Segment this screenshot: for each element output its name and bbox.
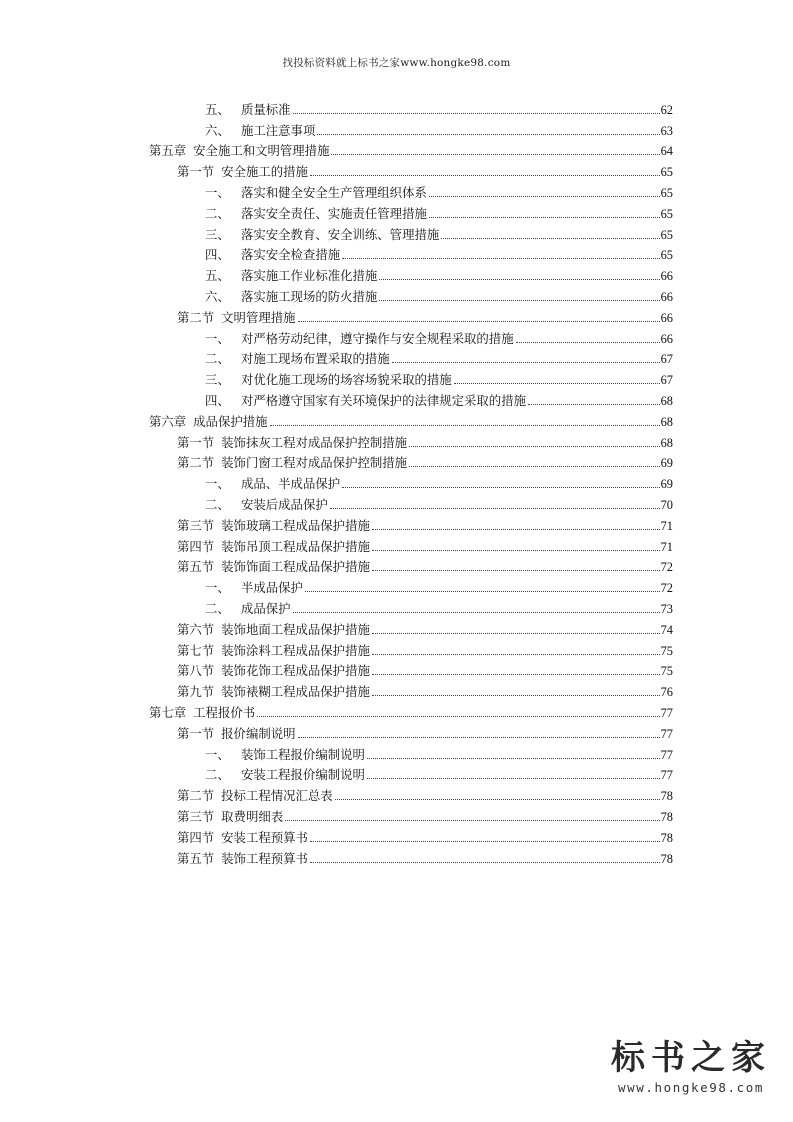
toc-entry-page: 68 [660, 393, 673, 408]
toc-entry[interactable] [149, 138, 673, 159]
toc-entry-number: 第九节 [177, 684, 215, 700]
toc-entry-number: 第一节 [177, 434, 215, 450]
toc-entry-number: 四、 [205, 392, 230, 408]
toc-entry[interactable] [177, 304, 673, 325]
toc-entry[interactable] [177, 450, 673, 471]
toc-entry-title: 落实安全教育、安全训练、管理措施 [241, 226, 440, 242]
toc-entry[interactable] [205, 574, 673, 595]
toc-entry[interactable] [177, 845, 673, 866]
toc-entry-page: 74 [660, 622, 673, 637]
toc-entry-title: 落实安全责任、实施责任管理措施 [241, 205, 427, 221]
toc-entry-title: 对优化施工现场的场容场貌采取的措施 [241, 372, 452, 388]
toc-entry-page: 77 [660, 747, 673, 762]
toc-entry-title: 安装工程报价编制说明 [241, 767, 365, 783]
toc-entry-title: 施工注意事项 [241, 122, 316, 138]
watermark-logo [611, 1038, 771, 1104]
toc-entry-number: 三、 [205, 226, 230, 242]
toc-entry-number: 二、 [205, 351, 230, 367]
toc-entry-title: 对严格遵守国家有关环境保护的法律规定采取的措施 [241, 392, 526, 408]
toc-dot-leader [342, 477, 659, 488]
toc-dot-leader [379, 269, 659, 280]
toc-dot-leader [330, 498, 660, 509]
toc-entry-page: 69 [660, 456, 673, 471]
toc-entry-number: 第七章 [149, 704, 187, 720]
toc-dot-leader [310, 165, 660, 176]
toc-entry-title: 工程报价书 [193, 704, 256, 720]
toc-entry[interactable] [205, 179, 673, 200]
toc-dot-leader [516, 332, 660, 343]
toc-entry-page: 76 [660, 685, 673, 700]
toc-entry[interactable] [205, 741, 673, 762]
toc-entry-page: 77 [660, 726, 673, 741]
toc-entry-number: 第七节 [177, 642, 215, 658]
toc-entry-title: 装饰花饰工程成品保护措施 [221, 663, 370, 679]
toc-dot-leader [367, 748, 660, 759]
toc-dot-leader [372, 685, 660, 696]
toc-entry-number: 一、 [205, 330, 230, 346]
toc-dot-leader [270, 415, 660, 426]
toc-entry-page: 78 [660, 851, 673, 866]
toc-entry-title: 装饰裱糊工程成品保护措施 [221, 684, 370, 700]
toc-entry-page: 64 [660, 144, 673, 159]
toc-entry-title: 报价编制说明 [221, 725, 296, 741]
toc-entry-title: 文明管理措施 [221, 309, 296, 325]
toc-entry[interactable] [205, 325, 673, 346]
toc-entry[interactable] [177, 678, 673, 699]
toc-entry-title: 装饰工程预算书 [221, 850, 308, 866]
toc-dot-leader [310, 852, 660, 863]
toc-entry[interactable] [177, 720, 673, 741]
toc-entry[interactable] [205, 366, 673, 387]
toc-entry-page: 71 [660, 539, 673, 554]
toc-dot-leader [429, 207, 660, 218]
toc-entry-page: 66 [660, 269, 673, 284]
toc-dot-leader [429, 186, 660, 197]
toc-entry-page: 66 [660, 331, 673, 346]
toc-entry-title: 半成品保护 [241, 580, 303, 596]
toc-entry[interactable] [177, 554, 673, 575]
toc-dot-leader [335, 789, 660, 800]
toc-entry-number: 二、 [205, 600, 230, 616]
toc-entry-page: 65 [660, 165, 673, 180]
toc-entry-page: 67 [660, 352, 673, 367]
toc-entry-page: 67 [660, 373, 673, 388]
toc-dot-leader [372, 664, 660, 675]
toc-entry[interactable] [205, 262, 673, 283]
toc-entry[interactable] [177, 824, 673, 845]
toc-entry[interactable] [177, 658, 673, 679]
toc-entry-title: 落实施工现场的防火措施 [241, 288, 378, 304]
toc-entry[interactable] [205, 387, 673, 408]
toc-entry[interactable] [205, 762, 673, 783]
toc-entry-number: 第四节 [177, 538, 215, 554]
toc-entry-page: 78 [660, 809, 673, 824]
toc-entry[interactable] [205, 200, 673, 221]
toc-entry-title: 装饰吊顶工程成品保护措施 [221, 538, 370, 554]
toc-entry-number: 一、 [205, 580, 230, 596]
toc-dot-leader [293, 103, 660, 114]
toc-dot-leader [409, 456, 660, 467]
toc-entry-page: 75 [660, 643, 673, 658]
toc-entry-page: 71 [660, 518, 673, 533]
toc-entry-title: 落实和健全安全生产管理组织体系 [241, 184, 427, 200]
toc-dot-leader [317, 124, 659, 135]
logo-url: www.hongke98.com [617, 1080, 764, 1095]
toc-entry-number: 六、 [205, 122, 230, 138]
toc-entry-number: 三、 [205, 372, 230, 388]
toc-dot-leader [257, 706, 659, 717]
toc-entry-number: 五、 [205, 101, 230, 117]
toc-entry[interactable] [205, 346, 673, 367]
toc-dot-leader [528, 394, 660, 405]
toc-entry-title: 落实安全检查措施 [241, 247, 341, 263]
toc-entry-number: 第六章 [149, 413, 187, 429]
logo-text: 标书之家 [611, 1038, 771, 1078]
toc-entry[interactable] [149, 408, 673, 429]
toc-entry[interactable] [205, 221, 673, 242]
toc-entry-number: 第五章 [149, 143, 187, 159]
toc-entry-number: 二、 [205, 767, 230, 783]
toc-entry-page: 65 [660, 248, 673, 263]
toc-entry[interactable] [205, 595, 673, 616]
toc-dot-leader [392, 352, 660, 363]
toc-dot-leader [342, 248, 659, 259]
toc-entry-title: 装饰涂料工程成品保护措施 [221, 642, 370, 658]
toc-dot-leader [372, 644, 660, 655]
toc-dot-leader [310, 831, 660, 842]
toc-dot-leader [298, 727, 660, 738]
toc-dot-leader [372, 623, 660, 634]
toc-entry-title: 安全施工的措施 [221, 164, 308, 180]
toc-entry-title: 安装工程预算书 [221, 829, 308, 845]
toc-entry[interactable] [149, 699, 673, 720]
toc-entry-number: 一、 [205, 184, 230, 200]
toc-entry-page: 65 [660, 185, 673, 200]
toc-entry-title: 对严格劳动纪律，遵守操作与安全规程采取的措施 [241, 330, 514, 346]
toc-entry-page: 68 [660, 435, 673, 450]
toc-dot-leader [372, 560, 660, 571]
toc-entry-title: 成品、半成品保护 [241, 476, 341, 492]
toc-entry-page: 72 [660, 560, 673, 575]
toc-entry[interactable] [177, 782, 673, 803]
toc-entry-title: 装饰工程报价编制说明 [241, 746, 365, 762]
toc-entry-page: 78 [660, 789, 673, 804]
toc-entry-title: 装饰玻璃工程成品保护措施 [221, 517, 370, 533]
toc-entry-number: 第二节 [177, 309, 215, 325]
toc-entry[interactable] [177, 533, 673, 554]
toc-entry-page: 75 [660, 664, 673, 679]
toc-entry[interactable] [177, 158, 673, 179]
toc-entry-page: 77 [660, 705, 673, 720]
toc-entry-number: 六、 [205, 288, 230, 304]
toc-dot-leader [379, 290, 659, 301]
toc-entry-page: 78 [660, 830, 673, 845]
toc-entry-number: 第三节 [177, 517, 215, 533]
toc-entry-number: 四、 [205, 247, 230, 263]
toc-entry[interactable] [177, 616, 673, 637]
toc-entry[interactable] [177, 512, 673, 533]
toc-dot-leader [454, 373, 660, 384]
toc-entry-number: 第五节 [177, 850, 215, 866]
toc-entry-page: 70 [660, 497, 673, 512]
toc-entry[interactable] [205, 470, 673, 491]
toc-entry-number: 第六节 [177, 621, 215, 637]
toc-entry-page: 62 [660, 102, 673, 117]
toc-dot-leader [441, 228, 659, 239]
toc-entry-page: 65 [660, 206, 673, 221]
toc-entry-number: 第四节 [177, 829, 215, 845]
toc-entry-number: 五、 [205, 268, 230, 284]
toc-dot-leader [331, 144, 659, 155]
toc-entry-title: 装饰饰面工程成品保护措施 [221, 559, 370, 575]
toc-entry-title: 取费明细表 [221, 808, 284, 824]
toc-dot-leader [372, 519, 660, 530]
toc-entry-page: 63 [660, 123, 673, 138]
toc-entry-page: 65 [660, 227, 673, 242]
toc-entry-title: 投标工程情况汇总表 [221, 788, 333, 804]
toc-entry[interactable] [177, 429, 673, 450]
toc-dot-leader [372, 540, 660, 551]
toc-entry-page: 66 [660, 310, 673, 325]
toc-entry-number: 一、 [205, 746, 230, 762]
toc-entry-number: 第五节 [177, 559, 215, 575]
toc-entry-page: 66 [660, 289, 673, 304]
toc-entry-page: 72 [660, 581, 673, 596]
toc-dot-leader [305, 581, 660, 592]
toc-entry-title: 安装后成品保护 [241, 496, 328, 512]
toc-entry-page: 69 [660, 477, 673, 492]
toc-entry[interactable] [177, 803, 673, 824]
toc-entry-title: 落实施工作业标准化措施 [241, 268, 378, 284]
toc-entry[interactable] [205, 242, 673, 263]
page-header: 找投标资料就上标书之家www.hongke98.com [282, 57, 511, 69]
toc-entry-number: 第三节 [177, 808, 215, 824]
toc-entry-number: 第二节 [177, 788, 215, 804]
toc-entry[interactable] [205, 117, 673, 138]
toc-entry[interactable] [177, 637, 673, 658]
toc-dot-leader [409, 436, 660, 447]
toc-entry-number: 二、 [205, 496, 230, 512]
toc-entry-title: 安全施工和文明管理措施 [193, 143, 330, 159]
toc-entry-number: 第二节 [177, 455, 215, 471]
toc-dot-leader [367, 768, 660, 779]
toc-entry-title: 装饰地面工程成品保护措施 [221, 621, 370, 637]
toc-entry-title: 成品保护 [241, 600, 291, 616]
toc-entry-number: 第一节 [177, 725, 215, 741]
toc-entry-title: 装饰门窗工程对成品保护控制措施 [221, 455, 408, 471]
toc-dot-leader [285, 810, 659, 821]
toc-entry-page: 68 [660, 414, 673, 429]
toc-entry-number: 一、 [205, 476, 230, 492]
toc-entry-number: 第八节 [177, 663, 215, 679]
toc-dot-leader [293, 602, 660, 613]
toc-entry-page: 73 [660, 601, 673, 616]
toc-entry-page: 77 [660, 768, 673, 783]
toc-entry-title: 质量标准 [241, 101, 291, 117]
toc-entry-title: 装饰抹灰工程对成品保护控制措施 [221, 434, 408, 450]
toc-entry-title: 对施工现场布置采取的措施 [241, 351, 390, 367]
toc-entry-title: 成品保护措施 [193, 413, 268, 429]
toc-entry[interactable] [205, 491, 673, 512]
toc-entry[interactable] [205, 283, 673, 304]
toc-entry-number: 二、 [205, 205, 230, 221]
toc-entry[interactable] [205, 96, 673, 117]
toc-entry-number: 第一节 [177, 164, 215, 180]
toc-dot-leader [298, 311, 660, 322]
